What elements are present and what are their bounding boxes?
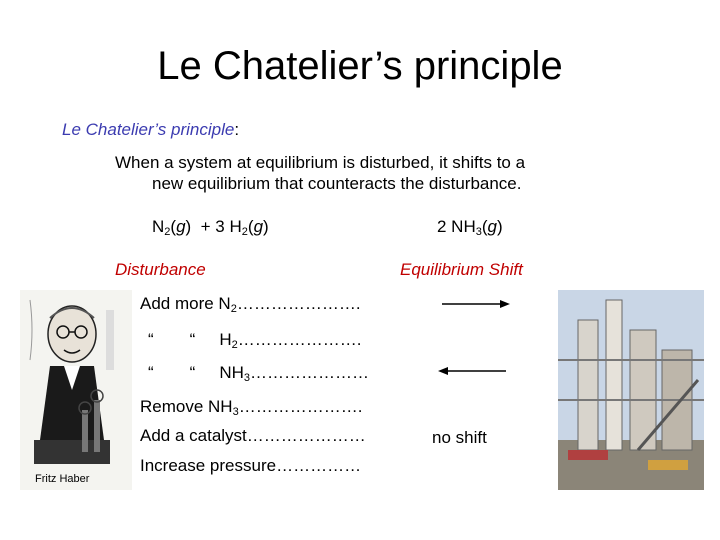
row-dots: …………………. (237, 330, 362, 349)
ditto-mark: “ (189, 363, 196, 382)
subtitle-colon: : (234, 120, 240, 139)
n2-formula: N (152, 217, 165, 236)
row-dots: …………………. (238, 397, 363, 416)
subtitle-text: Le Chatelier’s principle (62, 120, 235, 139)
equation-products: 2 $NH_3(g)$ (437, 217, 503, 238)
row-label: Remove NH (140, 397, 233, 416)
row-subscript: 2 (230, 303, 237, 315)
row-label: H (219, 330, 232, 349)
photo-caption: Fritz Haber (35, 473, 90, 485)
row-remove-nh3 (140, 397, 362, 417)
row-subscript: 3 (232, 406, 239, 418)
row-add-nh3 (148, 363, 369, 383)
page-title: Le Chatelier’s principle (157, 44, 563, 88)
definition-line-2: new equilibrium that counteracts the disturbance. (152, 174, 522, 193)
left-arrow-icon (436, 365, 508, 377)
row-add-catalyst: Add a catalyst………………… (140, 426, 366, 445)
row-dots: ………………… (250, 363, 370, 382)
equilibrium-shift-header: Equilibrium Shift (400, 260, 523, 279)
fritz-haber-caricature (20, 290, 132, 490)
plus-h2: + 3 H (200, 217, 242, 236)
ditto-mark: “ (148, 330, 154, 349)
definition-line-1: When a system at equilibrium is disturbed, it shifts to a (115, 153, 526, 172)
row-increase-pressure: Increase pressure…………… (140, 456, 362, 475)
equation-reactants: $N_2(g) + 3$ $H_2(g)$ (152, 217, 269, 238)
nh3-formula: 2 NH (437, 217, 476, 236)
disturbance-header: Disturbance (115, 260, 206, 279)
row-subscript: 2 (231, 339, 238, 351)
n2-subscript: 2 (164, 226, 171, 238)
ammonia-plant-photo (558, 290, 704, 490)
row-subscript: 3 (243, 372, 251, 384)
row-add-h2 (148, 330, 361, 350)
h2-subscript: 2 (241, 226, 248, 238)
no-shift-label: no shift (432, 428, 487, 447)
row-dots: …………………. (236, 294, 361, 313)
row-label: NH (219, 363, 244, 382)
row-add-n2 (140, 294, 361, 314)
subtitle (62, 120, 239, 140)
row-label: Add more N (140, 294, 231, 313)
ditto-mark: “ (148, 363, 154, 382)
nh3-subscript: 3 (475, 226, 482, 238)
ditto-mark: “ (189, 330, 196, 349)
right-arrow-icon (440, 298, 512, 310)
